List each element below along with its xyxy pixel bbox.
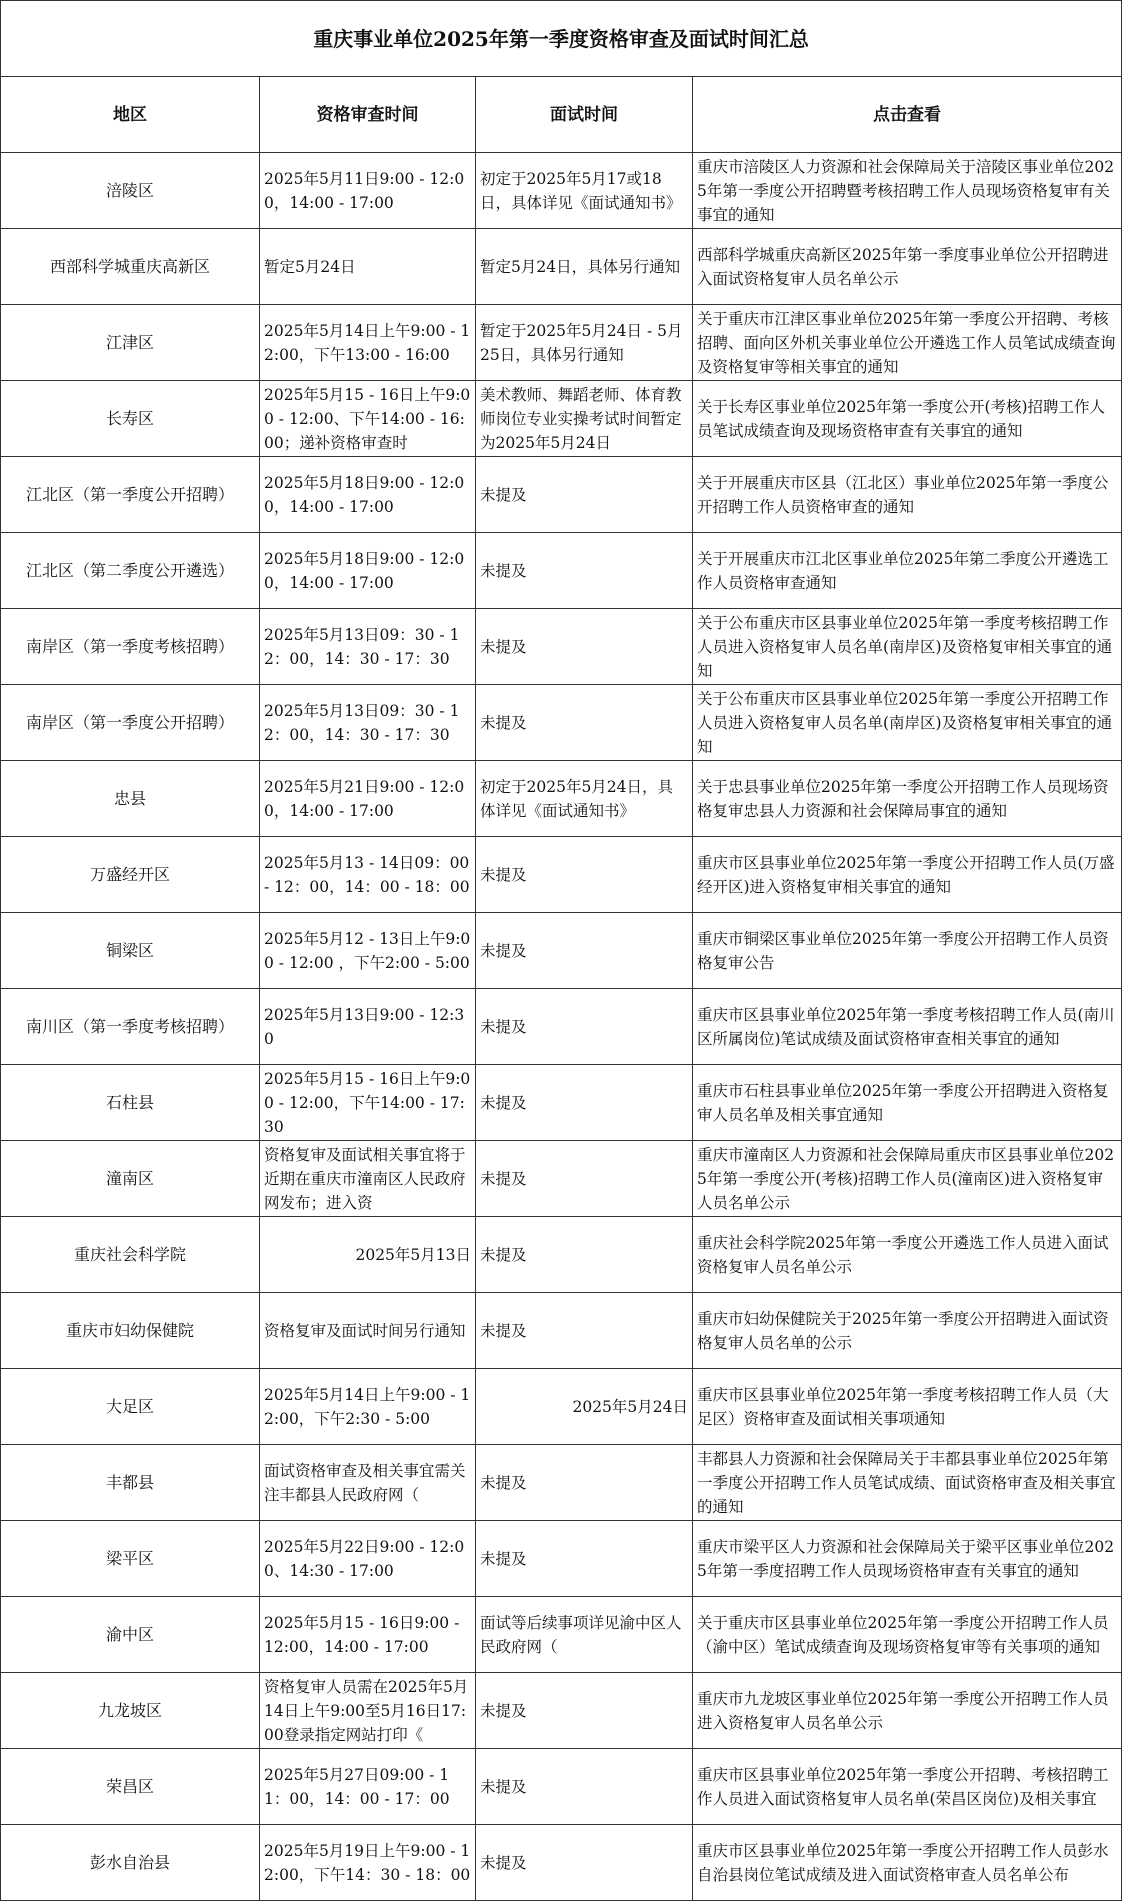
interview-time-cell [476,1749,693,1825]
table-row [1,457,1122,533]
notice-link-cell-text[interactable]: 重庆市石柱县事业单位2025年第一季度公开招聘进入资格复审人员名单及相关事宜通知 [697,1081,1109,1124]
review-time-cell-text: 2025年5月18日9:00 - 12:00，14:00 - 17:00 [264,473,465,516]
interview-time-cell [476,457,693,533]
table-row [1,1065,1122,1141]
notice-link-cell[interactable] [693,1445,1122,1521]
review-time-cell [260,1293,476,1369]
notice-link-cell[interactable] [693,1825,1122,1901]
review-time-cell [260,305,476,381]
table-row [1,1141,1122,1217]
interview-time-cell-text: 未提及 [480,1701,527,1720]
table-row [1,685,1122,761]
review-time-cell-text: 2025年5月15 - 16日上午9:00 - 12:00、下午14:00 - 16:00；递补资格审查时 [264,385,471,452]
review-time-cell [260,989,476,1065]
review-time-cell [260,1749,476,1825]
region-cell [1,1445,260,1521]
review-time-cell-text: 2025年5月18日9:00 - 12:00，14:00 - 17:00 [264,549,465,592]
review-time-cell [260,1673,476,1749]
interview-time-cell-text: 未提及 [480,1321,527,1340]
page-title: 重庆事业单位2025年第一季度资格审查及面试时间汇总 [1,1,1122,77]
region-cell [1,989,260,1065]
review-time-cell [260,837,476,913]
region-cell [1,1673,260,1749]
notice-link-cell-text[interactable]: 关于重庆市江津区事业单位2025年第一季度公开招聘、考核招聘、面向区外机关事业单位公开遴选工作人员笔试成绩查询及资格复审等相关事宜的通知 [697,309,1116,376]
notice-link-cell[interactable] [693,1521,1122,1597]
interview-time-cell [476,305,693,381]
region-cell-text: 江北区（第一季度公开招聘） [25,484,234,504]
region-cell [1,1369,260,1445]
review-time-cell [260,609,476,685]
column-header-link: 点击查看 [693,77,1122,153]
notice-link-cell-text[interactable]: 关于公布重庆市区县事业单位2025年第一季度考核招聘工作人员进入资格复审人员名单(南岸区)及资格复审相关事宜的通知 [697,613,1113,680]
review-time-cell-text: 2025年5月15 - 16日9:00 - 12:00，14:00 - 17:00 [264,1613,460,1656]
region-cell [1,1521,260,1597]
region-cell [1,1597,260,1673]
review-time-cell [260,761,476,837]
region-cell-text: 南岸区（第一季度公开招聘） [25,712,234,732]
region-cell-text: 丰都县 [105,1472,154,1492]
review-time-cell [260,1445,476,1521]
review-time-cell-text: 2025年5月11日9:00 - 12:00，14:00 - 17:00 [264,169,465,212]
interview-time-cell-text: 未提及 [480,1245,527,1264]
table-row [1,1369,1122,1445]
region-cell [1,913,260,989]
interview-time-cell-text: 未提及 [480,1093,527,1112]
interview-time-cell [476,837,693,913]
region-cell-text: 九龙坡区 [97,1700,162,1720]
interview-time-cell-text: 未提及 [480,713,527,732]
region-cell [1,457,260,533]
review-time-cell [260,381,476,457]
notice-link-cell[interactable] [693,381,1122,457]
region-cell [1,1749,260,1825]
interview-time-cell [476,913,693,989]
interview-time-cell-text: 暂定于2025年5月24日 - 5月25日，具体另行通知 [480,321,683,364]
notice-link-cell-text[interactable]: 重庆市铜梁区事业单位2025年第一季度公开招聘工作人员资格复审公告 [697,929,1109,972]
notice-link-cell[interactable] [693,989,1122,1065]
region-cell-text: 长寿区 [105,408,154,428]
notice-link-cell-text[interactable]: 重庆市区县事业单位2025年第一季度考核招聘工作人员(南川区所属岗位)笔试成绩及面试资格审查相关事宜的通知 [697,1005,1115,1048]
interview-time-cell [476,989,693,1065]
notice-link-cell-text[interactable]: 重庆市涪陵区人力资源和社会保障局关于涪陵区事业单位2025年第一季度公开招聘暨考核招聘工作人员现场资格复审有关事宜的通知 [697,157,1115,224]
interview-time-cell [476,381,693,457]
table-row [1,989,1122,1065]
review-time-cell-text: 2025年5月13 - 14日09：00 - 12：00，14：00 - 18：00 [264,853,470,896]
review-time-cell [260,1217,476,1293]
interview-time-cell-text: 未提及 [480,1017,527,1036]
review-time-cell [260,1065,476,1141]
interview-time-cell [476,229,693,305]
region-cell-text: 江北区（第二季度公开遴选） [25,560,234,580]
interview-time-cell [476,153,693,229]
interview-time-cell-text: 美术教师、舞蹈老师、体育教师岗位专业实操考试时间暂定为2025年5月24日 [480,385,682,452]
region-cell-text: 铜梁区 [105,940,154,960]
interview-time-cell-text: 暂定5月24日，具体另行通知 [480,257,681,276]
notice-link-cell-text[interactable]: 重庆市区县事业单位2025年第一季度公开招聘、考核招聘工作人员进入面试资格复审人员名单(荣昌区岗位)及相关事宜 [697,1765,1109,1808]
table-row [1,1825,1122,1901]
review-time-cell-text: 2025年5月13日09：30 - 12：00，14：30 - 17：30 [264,625,460,668]
notice-link-cell[interactable] [693,229,1122,305]
notice-link-cell[interactable] [693,457,1122,533]
review-time-cell [260,1521,476,1597]
region-cell-text: 万盛经开区 [89,864,170,884]
table-row [1,609,1122,685]
region-cell [1,533,260,609]
region-cell [1,229,260,305]
notice-link-cell-text[interactable]: 关于公布重庆市区县事业单位2025年第一季度公开招聘工作人员进入资格复审人员名单(南岸区)及资格复审相关事宜的通知 [697,689,1113,756]
review-time-cell-text: 2025年5月27日09:00 - 11：00，14：00 - 17：00 [264,1765,450,1808]
interview-time-cell [476,1445,693,1521]
region-cell-text: 石柱县 [105,1092,154,1112]
interview-time-cell [476,1141,693,1217]
region-cell-text: 忠县 [113,788,146,808]
interview-time-cell [476,1065,693,1141]
review-time-cell-text: 暂定5月24日 [264,257,356,276]
region-cell [1,1825,260,1901]
table-row [1,837,1122,913]
review-time-cell-text: 2025年5月14日上午9:00 - 12:00，下午2:30 - 5:00 [264,1385,471,1428]
region-cell-text: 荣昌区 [105,1776,154,1796]
table-row [1,1293,1122,1369]
interview-time-cell [476,609,693,685]
interview-time-cell-text: 未提及 [480,1777,527,1796]
table-row [1,305,1122,381]
notice-link-cell[interactable] [693,837,1122,913]
interview-time-cell-text: 未提及 [480,865,527,884]
interview-time-cell [476,761,693,837]
interview-time-cell-text: 未提及 [480,1473,527,1492]
notice-link-cell[interactable] [693,1141,1122,1217]
notice-link-cell[interactable] [693,1673,1122,1749]
region-cell-text: 江津区 [105,332,154,352]
table-row [1,381,1122,457]
review-time-cell-text: 面试资格审查及相关事宜需关注丰都县人民政府网（ [264,1461,466,1504]
review-time-cell [260,229,476,305]
notice-link-cell[interactable] [693,761,1122,837]
notice-link-cell[interactable] [693,1369,1122,1445]
review-time-cell-text: 2025年5月12 - 13日上午9:00 - 12:00 ，下午2:00 - 5:00 [264,929,471,972]
region-cell-text: 潼南区 [105,1168,154,1188]
notice-link-cell-text[interactable]: 关于重庆市区县事业单位2025年第一季度公开招聘工作人员（渝中区）笔试成绩查询及现场资格复审等有关事项的通知 [697,1613,1109,1656]
notice-link-cell-text[interactable]: 重庆市梁平区人力资源和社会保障局关于梁平区事业单位2025年第一季度招聘工作人员现场资格审查有关事宜的通知 [697,1537,1115,1580]
review-time-cell-text: 资格复审人员需在2025年5月14日上午9:00至5月16日17:00登录指定网站打印《 [264,1677,469,1744]
interview-time-cell [476,1217,693,1293]
review-time-cell [260,1369,476,1445]
review-time-cell [260,1825,476,1901]
table-row [1,1521,1122,1597]
region-cell-text: 西部科学城重庆高新区 [49,256,210,276]
interview-time-cell [476,1521,693,1597]
region-cell-text: 涪陵区 [105,180,154,200]
interview-time-cell [476,1673,693,1749]
interview-time-cell-text: 未提及 [480,561,527,580]
review-time-cell-text: 资格复审及面试时间另行通知 [264,1321,466,1340]
table-row [1,1217,1122,1293]
review-time-cell [260,913,476,989]
interview-time-cell [476,1369,693,1445]
notice-link-cell-text[interactable]: 西部科学城重庆高新区2025年第一季度事业单位公开招聘进入面试资格复审人员名单公示 [697,245,1109,288]
table-row [1,1673,1122,1749]
region-cell [1,1217,260,1293]
region-cell [1,1065,260,1141]
review-time-cell [260,153,476,229]
notice-link-cell-text[interactable]: 关于长寿区事业单位2025年第一季度公开(考核)招聘工作人员笔试成绩查询及现场资格审查有关事宜的通知 [697,397,1106,440]
region-cell-text: 大足区 [105,1396,154,1416]
region-cell [1,305,260,381]
column-header-review: 资格审查时间 [260,77,476,153]
notice-link-cell-text[interactable]: 重庆市区县事业单位2025年第一季度公开招聘工作人员彭水自治县岗位笔试成绩及进入面试资格审查人员名单公布 [697,1841,1109,1884]
region-cell-text: 南川区（第一季度考核招聘） [25,1016,234,1036]
region-cell-text: 梁平区 [105,1548,154,1568]
notice-link-cell-text[interactable]: 重庆市九龙坡区事业单位2025年第一季度公开招聘工作人员进入资格复审人员名单公示 [697,1689,1109,1732]
interview-time-cell-text: 面试等后续事项详见渝中区人民政府网（ [480,1613,682,1656]
review-time-cell-text: 2025年5月13日9:00 - 12:30 [264,1005,465,1048]
review-time-cell-text: 2025年5月14日上午9:00 - 12:00，下午13:00 - 16:00 [264,321,471,364]
review-time-cell-text: 资格复审及面试相关事宜将于近期在重庆市潼南区人民政府网发布；进入资 [264,1145,466,1212]
interview-time-cell-text: 未提及 [480,485,527,504]
interview-time-cell-text: 未提及 [480,1169,527,1188]
interview-time-cell [476,685,693,761]
interview-time-cell-text: 未提及 [480,1549,527,1568]
notice-link-cell[interactable] [693,685,1122,761]
interview-time-cell-text: 初定于2025年5月17或18日，具体详见《面试通知书》 [480,169,682,212]
notice-link-cell[interactable] [693,533,1122,609]
region-cell-text: 彭水自治县 [89,1852,170,1872]
notice-link-cell[interactable] [693,1749,1122,1825]
interview-time-cell-text: 2025年5月24日 [572,1397,688,1416]
interview-time-cell-text: 未提及 [480,941,527,960]
notice-link-cell[interactable] [693,1293,1122,1369]
interview-time-cell [476,1293,693,1369]
header-row [1,77,1122,153]
region-cell [1,761,260,837]
notice-link-cell[interactable] [693,1065,1122,1141]
table-row [1,533,1122,609]
notice-link-cell-text[interactable]: 重庆市区县事业单位2025年第一季度公开招聘工作人员(万盛经开区)进入资格复审相关事宜的通知 [697,853,1115,896]
notice-link-cell[interactable] [693,1597,1122,1673]
notice-link-cell-text[interactable]: 重庆市区县事业单位2025年第一季度考核招聘工作人员（大足区）资格审查及面试相关事项通知 [697,1385,1109,1428]
review-time-cell-text: 2025年5月15 - 16日上午9:00 - 12:00，下午14:00 - 17:30 [264,1069,471,1136]
notice-link-cell-text[interactable]: 关于忠县事业单位2025年第一季度公开招聘工作人员现场资格复审忠县人力资源和社会保障局事宜的通知 [697,777,1109,820]
notice-link-cell-text[interactable]: 重庆社会科学院2025年第一季度公开遴选工作人员进入面试资格复审人员名单公示 [697,1233,1109,1276]
table-row [1,1445,1122,1521]
review-time-cell-text: 2025年5月13日09：30 - 12：00，14：30 - 17：30 [264,701,460,744]
notice-link-cell[interactable] [693,609,1122,685]
notice-link-cell-text[interactable]: 丰都县人力资源和社会保障局关于丰都县事业单位2025年第一季度公开招聘工作人员笔试成绩、面试资格审查及相关事宜的通知 [697,1449,1116,1516]
review-time-cell-text: 2025年5月19日上午9:00 - 12:00，下午14：30 - 18：00 [264,1841,471,1884]
region-cell-text: 南岸区（第一季度考核招聘） [25,636,234,656]
notice-link-cell[interactable] [693,913,1122,989]
region-cell-text: 重庆市妇幼保健院 [65,1320,194,1340]
interview-time-cell-text: 初定于2025年5月24日，具体详见《面试通知书》 [480,777,674,820]
review-time-cell-text: 2025年5月13日 [355,1245,471,1264]
review-time-cell [260,1597,476,1673]
region-cell [1,1293,260,1369]
notice-link-cell-text[interactable]: 关于开展重庆市区县（江北区）事业单位2025年第一季度公开招聘工作人员资格审查的通知 [697,473,1109,516]
review-time-cell [260,457,476,533]
region-cell-text: 渝中区 [105,1624,154,1644]
interview-time-cell-text: 未提及 [480,1853,527,1872]
table-row [1,913,1122,989]
column-header-region: 地区 [1,77,260,153]
interview-time-cell [476,1825,693,1901]
notice-link-cell-text[interactable]: 重庆市潼南区人力资源和社会保障局重庆市区县事业单位2025年第一季度公开(考核)招聘工作人员(潼南区)进入资格复审人员名单公示 [697,1145,1115,1212]
table-row [1,229,1122,305]
notice-link-cell[interactable] [693,153,1122,229]
region-cell [1,609,260,685]
notice-link-cell[interactable] [693,1217,1122,1293]
review-time-cell [260,685,476,761]
table-row [1,1597,1122,1673]
region-cell [1,381,260,457]
region-cell [1,837,260,913]
notice-link-cell[interactable] [693,305,1122,381]
table-row [1,153,1122,229]
review-time-cell [260,533,476,609]
notice-link-cell-text[interactable]: 重庆市妇幼保健院关于2025年第一季度公开招聘进入面试资格复审人员名单的公示 [697,1309,1109,1352]
notice-link-cell-text[interactable]: 关于开展重庆市江北区事业单位2025年第二季度公开遴选工作人员资格审查通知 [697,549,1109,592]
region-cell [1,1141,260,1217]
interview-time-cell [476,533,693,609]
table-row [1,761,1122,837]
interview-time-cell [476,1597,693,1673]
review-time-cell-text: 2025年5月22日9:00 - 12:00、14:30 - 17:00 [264,1537,465,1580]
region-cell-text: 重庆社会科学院 [73,1244,186,1264]
review-time-cell-text: 2025年5月21日9:00 - 12:00，14:00 - 17:00 [264,777,465,820]
region-cell [1,685,260,761]
review-time-cell [260,1141,476,1217]
table-row [1,1749,1122,1825]
column-header-interview: 面试时间 [476,77,693,153]
region-cell [1,153,260,229]
title-row [1,1,1122,77]
interview-time-cell-text: 未提及 [480,637,527,656]
